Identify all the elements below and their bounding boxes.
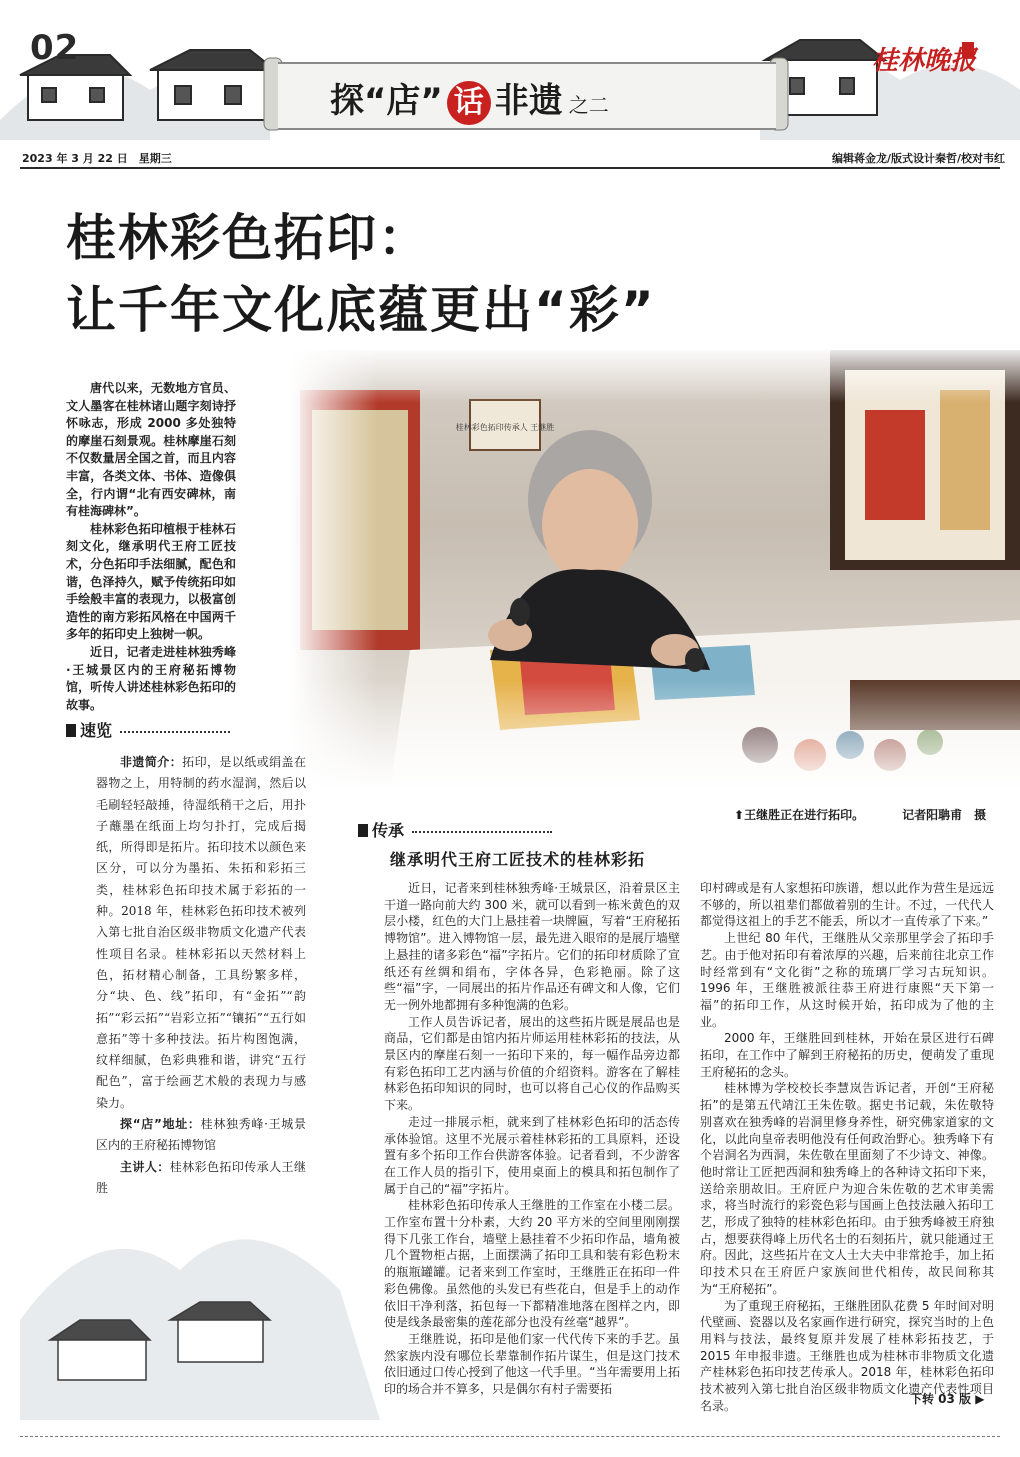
sulan-item-text: 桂林独秀峰·王城景区内的王府秘拓博物馆 — [96, 1117, 306, 1153]
feature-photo — [290, 350, 1020, 790]
turnover-arrow-icon: ▶ — [975, 1392, 985, 1406]
section-heading-label: 传承 — [372, 821, 405, 840]
footer-rule — [20, 1436, 1000, 1438]
sulan-item-text: 拓印，是以纸或绢盖在器物之上，用特制的药水湿润，然后以毛刷轻轻敲捶，待湿纸稍干之后，用扑子蘸墨在纸面上均匀扑打，完成后揭纸，所得即是拓片。拓印技术以颜色来区分，可以分为墨拓、朱拓和彩拓三类，桂林彩色拓印技术属于彩拓的一种。2018 年，桂林彩色拓印技术被列入第七批自治区级非物质文化遗产代表性项目名录。桂林彩拓以天然材料上色，拓材精心制备，工具纷繁多样，分“块、色、线”拓印，有“金拓”“韵拓”“彩云拓”“岩彩立拓”“镶拓”“五行如意拓”等十多种技法。拓片构图饱满，纹样细腻，色彩典雅和谐，讲究“五行配色”，富于绘画艺术般的表现力与感染力。 — [96, 755, 306, 1110]
article-paragraph: 工作人员告诉记者，展出的这些拓片既是展品也是商品，它们都是由馆内拓片师运用桂林彩拓的技法，从景区内的摩崖石刻一一拓印下来的，每一幅作品旁边都有彩色拓印工艺内涵与价值的介绍资料。游客在了解桂林彩色拓印知识的同时，也可以将自己心仪的作品购买下来。 — [384, 1014, 680, 1113]
column-title-pre: 探“店” — [330, 81, 443, 121]
article-column-2 — [700, 880, 994, 1415]
article-paragraph-continued: 印村碑或是有人家想拓印族谱，想以此作为营生是远远不够的，所以祖辈们都做着别的生计。不过，一代代人都觉得这祖上的手艺不能丢，所以才一直传承了下来。” — [700, 881, 994, 929]
article-paragraph: 上世纪 80 年代，王继胜从父亲那里学会了拓印手艺。由于他对拓印有着浓厚的兴趣，后来前往北京工作时经常到有“文化街”之称的琉璃厂学习古玩知识。1996 年，王继胜被派往恭王府进行康熙“天下第一福”的拓印工作，从这时候开始，拓印成为了他的主业。 — [700, 931, 994, 1029]
caption-text: 王继胜正在进行拓印。 — [744, 808, 865, 822]
turnover-note — [910, 1390, 984, 1407]
newspaper-masthead: 桂林晚报 — [872, 46, 977, 76]
issue-date: 2023 年 3 月 22 日 星期三 — [22, 152, 172, 165]
page-header — [0, 0, 1020, 165]
turnover-text: 下转 03 版 — [910, 1392, 972, 1406]
column-title-highlight: 话 — [447, 81, 491, 125]
section-subtitle: 继承明代王府工匠技术的桂林彩拓 — [390, 850, 646, 869]
column-title-suffix: 之二 — [568, 93, 609, 117]
article-column-1 — [384, 880, 680, 1398]
intro-text — [66, 380, 236, 714]
sulan-item-label: 非遗简介： — [120, 755, 183, 769]
page-number: 02 — [30, 28, 80, 68]
photo-caption — [734, 806, 986, 823]
headline-line-2: 让千年文化底蕴更出“彩” — [66, 281, 656, 339]
article-paragraph: 近日，记者来到桂林独秀峰·王城景区，沿着景区主干道一路向前大约 300 米，就可以看到一栋米黄色的双层小楼，红色的大门上悬挂着一块牌匾，写着“王府秘拓博物馆”。进入博物馆一层，最先进入眼帘的是展厅墙壁上悬挂的诸多彩色“福”字拓片。它们的拓印材质除了宣纸还有丝绸和绢布，字体各异，色彩艳丽。除了这些“福”字，一同展出的拓片作品还有碑文和人像，它们无一例外地都拥有多种饱满的色彩。 — [384, 881, 680, 1012]
sulan-item-text: 桂林彩色拓印传承人王继胜 — [96, 1159, 306, 1195]
intro-paragraph: 唐代以来，无数地方官员、文人墨客在桂林诸山题字刻诗抒怀咏志，形成 2000 多处独特的摩崖石刻景观。桂林摩崖石刻不仅数量居全国之首，而且内容丰富，各类文体、书体、造像俱全，行内谓“北有西安碑林，南有桂海碑林”。 — [66, 381, 236, 519]
article-paragraph: 王继胜说，拓印是他们家一代代传下来的手艺。虽然家族内没有哪位长辈靠制作拓片谋生，但是这门技术依旧通过口传心授到了他这一代手里。“当年需要用上拓印的场合并不算多，只是偶尔有村子需要拓 — [384, 1331, 680, 1397]
article-paragraph: 桂林彩色拓印传承人王继胜的工作室在小楼二层。工作室布置十分朴素，大约 20 平方米的空间里刚刚摆得下几张工作台，墙壁上悬挂着不少拓印作品，墙角被几个置物柜占据，上面摆满了拓印工具和装有彩色粉末的瓶瓶罐罐。记者来到工作室时，王继胜正在拓印一件彩色佛像。虽然他的头发已有些花白，但是手上的动作依旧干净利落，拓包每一下都精准地落在图样之内，即使是线条最密集的莲花部分也没有丝毫“越界”。 — [384, 1198, 680, 1330]
bottom-landscape-art — [20, 1120, 380, 1420]
caption-arrow-icon: ⬆ — [734, 808, 745, 822]
article-paragraph: 桂林博为学校校长李慧岚告诉记者，开创“王府秘拓”的是第五代靖江王朱佐敬。据史书记载，朱佐敬特别喜欢在独秀峰的岩洞里修身养性，研究佛家道家的文化，以此向皇帝表明他没有任何政治野心。独秀峰下有个岩洞名为西洞，朱佐敬在里面刻了不少诗文、神像。他时常让工匠把西洞和独秀峰上的各种诗文拓印下来，送给亲朋故旧。王府匠户为迎合朱佐敬的艺术审美需求，将当时流行的彩瓷色彩与国画上色技法融入拓印工艺，形成了独特的桂林彩色拓印。由于独秀峰被王府独占，想要获得峰上历代名士的石刻拓片，就只能通过王府。因此，这些拓片在文人士大夫中非常抢手，加上拓印技术只在王府匠户家族间世代相传，故民间称其为“王府秘拓”。 — [700, 1081, 994, 1296]
intro-paragraph: 桂林彩色拓印植根于桂林石刻文化，继承明代王府工匠技术，分色拓印手法细腻，配色和谐，色泽持久，赋予传统拓印如手绘般丰富的表现力，以极富创造性的南方彩拓风格在中国两千多年的拓印史上独树一帜。 — [66, 521, 236, 642]
heading-square-icon — [66, 724, 76, 737]
heading-square-icon — [358, 824, 368, 837]
headline-line-1: 桂林彩色拓印： — [66, 209, 430, 267]
section-heading-chuancheng — [358, 818, 552, 841]
article-paragraph: 为了重现王府秘拓，王继胜团队花费 5 年时间对明代壁画、瓷器以及名家画作进行研究，探究当时的上色用料与技法，最终复原并发展了桂林彩拓技艺，于 2015 年申报非遗。王继胜也成为桂林市非物质文化遗产桂林彩色拓印技艺传承人。2018 年，桂林彩色拓印技术被列入第七批自治区级非物质文化遗产代表性项目名录。 — [700, 1298, 994, 1413]
section-heading-label: 速览 — [80, 721, 113, 740]
intro-paragraph: 近日，记者走进桂林独秀峰·王城景区内的王府秘拓博物馆，听传人讲述桂林彩色拓印的故事。 — [66, 644, 236, 712]
photo-credit: 记者阳聃甫 摄 — [902, 808, 987, 822]
heading-dotted-rule — [120, 731, 230, 733]
article-paragraph: 2000 年，王继胜回到桂林，开始在景区进行石碑拓印，在工作中了解到王府秘拓的历史，便萌发了重现王府秘拓的念头。 — [700, 1031, 994, 1079]
column-title-post: 非遗 — [494, 81, 563, 121]
sulan-item-label: 主讲人： — [120, 1159, 170, 1174]
sulan-item-label: 探“店”地址： — [120, 1117, 201, 1132]
column-title — [330, 73, 609, 125]
section-heading-sulan — [66, 718, 230, 741]
heading-dotted-rule — [412, 831, 552, 833]
artisan-at-work-illustration — [290, 350, 1020, 790]
editor-credits: 编辑蒋金龙/版式设计秦哲/校对韦红 — [832, 152, 1006, 165]
sulan-item — [96, 752, 306, 1114]
article-paragraph: 走过一排展示柜，就来到了桂林彩色拓印的活态传承体验馆。这里不光展示着桂林彩拓的工具原料，还设置有多个拓印工作台供游客体验。记者看到，不少游客在工作人员的指引下，使用桌面上的模具和拓包制作了属于自己的“福”字拓片。 — [384, 1114, 680, 1196]
header-rule — [20, 167, 1000, 169]
